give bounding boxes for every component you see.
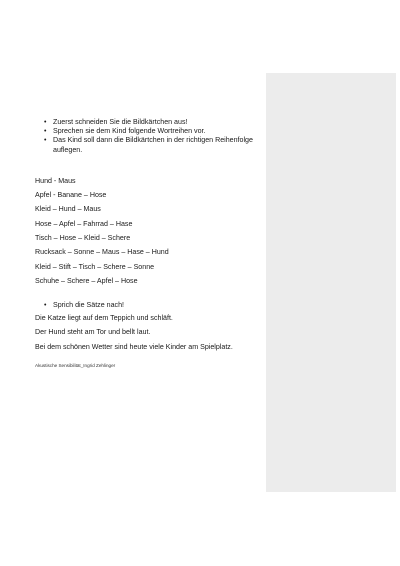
document-content <box>35 118 263 370</box>
exercise2-instruction: • Sprich die Sätze nach! <box>35 301 263 314</box>
sentence: Bei dem schönen Wetter sind heute viele Kinder am Spielplatz. <box>35 342 233 351</box>
instruction-item: • Das Kind soll dann die Bildkärtchen in der richtigen Reihenfolge auflegen. <box>35 136 263 154</box>
sentence: Die Katze liegt auf dem Teppich und schläft. <box>35 314 173 323</box>
word-row: Tisch – Hose – Kleid – Schere <box>35 234 131 242</box>
word-row: Kleid – Stift – Tisch – Schere – Sonne <box>35 262 155 271</box>
instruction-list <box>35 118 263 155</box>
word-row: Kleid – Hund – Maus <box>35 205 101 214</box>
word-row: Hund - Maus <box>35 176 76 185</box>
word-row: Rucksack – Sonne – Maus – Hase – Hund <box>35 248 169 257</box>
word-row: Hose – Apfel – Fahrrad – Hase <box>35 219 133 228</box>
word-rows <box>35 177 263 291</box>
word-row: Schuhe – Schere – Apfel – Hose <box>35 276 138 285</box>
instruction-item: • Zuerst schneiden Sie die Bildkärtchen aus! <box>35 118 263 127</box>
comment-margin-panel <box>266 73 396 492</box>
exercise2-list <box>35 301 263 314</box>
sentence: Der Hund steht am Tor und bellt laut. <box>35 328 151 337</box>
instruction-item: • Sprechen sie dem Kind folgende Wortreihen vor. <box>35 127 263 136</box>
footer-credit: Akustische Sensibilität_Ingrid Zehlinger <box>35 363 116 369</box>
word-row: Apfel - Banane – Hose <box>35 191 107 200</box>
sentence-list <box>35 314 263 357</box>
